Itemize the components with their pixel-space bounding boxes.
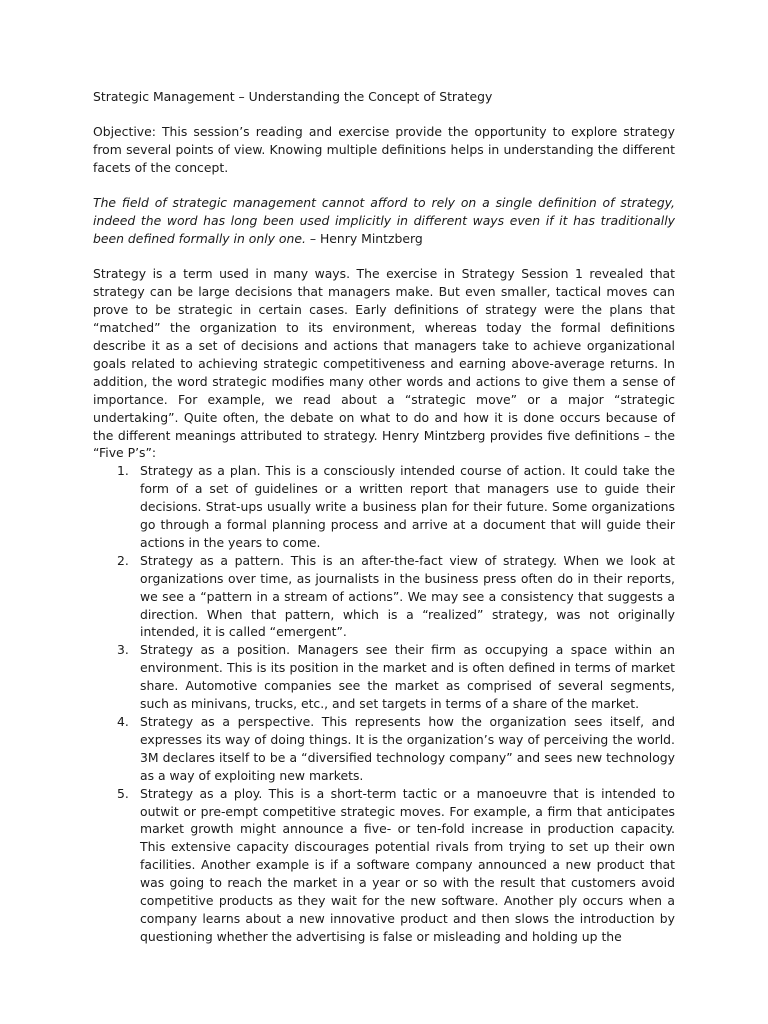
list-item-text: Strategy as a plan. This is a consciously intended course of action. It could take the form of a set of guidelines or a written report that managers use to guide their decisions. Strat-ups usually write a business plan for their future. Some organizations go through a formal planning process and arrive at a document that will guide their actions in the years to come. — [140, 463, 675, 550]
list-item — [93, 785, 675, 946]
list-item — [93, 713, 675, 785]
list-item-text: Strategy as a position. Managers see their firm as occupying a space within an environment. This is its position in the market and is often defined in terms of market share. Automotive companies see the market as comprised of several segments, such as minivans, trucks, etc., and set targets in terms of a share of the market. — [140, 642, 675, 712]
list-item — [93, 552, 675, 642]
list-item-number: 1. — [117, 463, 129, 479]
quote-paragraph — [93, 194, 675, 248]
list-item-number: 4. — [117, 714, 129, 729]
objective-paragraph: Objective: This session’s reading and exercise provide the opportunity to explore strategy from several points of view. Knowing multiple definitions helps in understanding the different facets of the concept. — [93, 123, 675, 175]
list-item-number: 2. — [117, 552, 129, 568]
five-ps-list — [93, 462, 675, 945]
list-item-text: Strategy as a pattern. This is an after-the-fact view of strategy. When we look at organizations over time, as journalists in the business press often do in their reports, we see a “pattern in a stream of actions”. We may see a consistency that suggests a direction. When that pattern, which is a “realized” strategy, was not originally intended, it is called “emergent”. — [140, 552, 675, 640]
list-item — [93, 462, 675, 552]
list-item-number: 3. — [117, 642, 129, 658]
document-title: Strategic Management – Understanding the Concept of Strategy — [93, 89, 493, 104]
list-item — [93, 641, 675, 713]
document-page — [93, 88, 675, 946]
body-paragraph: Strategy is a term used in many ways. The exercise in Strategy Session 1 revealed that strategy can be large decisions that managers make. But even smaller, tactical moves can prove to be strategic in certain cases. Early definitions of strategy were the plans that “matched” the organization to its environment, whereas today the formal definitions describe it as a set of decisions and actions that managers take to achieve organizational goals related to achieving strategic competitiveness and earning above-average returns. In addition, the word strategic modifies many other words and actions to give them a sense of importance. For example, we read about a “strategic move” or a major “strategic undertaking”. Quite often, the debate on what to do and how it is done occurs because of the different meanings attributed to strategy. Henry Mintzberg provides five definitions – the “Five P’s”: — [93, 266, 675, 461]
list-item-number: 5. — [117, 785, 129, 801]
quote-attribution: – Henry Mintzberg — [305, 230, 423, 246]
list-item-text: Strategy as a ploy. This is a short-term tactic or a manoeuvre that is intended to outwit or pre-empt competitive strategic moves. For example, a firm that anticipates market growth might announce a five- or ten-fold increase in production capacity. This extensive capacity discourages potential rivals from trying to set up their own facilities. Another example is if a software company announced a new product that was going to reach the market in a year or so with the result that customers avoid competitive products as they wait for the new software. Another ply occurs when a company learns about a new innovative product and then slows the introduction by questioning whether the advertising is false or misleading and holding up the — [140, 785, 675, 944]
quote-text: The field of strategic management cannot afford to rely on a single definition of strategy, indeed the word has long been used implicitly in different ways even if it has traditionally been defined formally in only one. — [93, 195, 675, 246]
list-item-text: Strategy as a perspective. This represents how the organization sees itself, and expresses its way of doing things. It is the organization’s way of perceiving the world. 3M declares itself to be a “diversified technology company” and sees new technology as a way of exploiting new markets. — [140, 714, 675, 783]
